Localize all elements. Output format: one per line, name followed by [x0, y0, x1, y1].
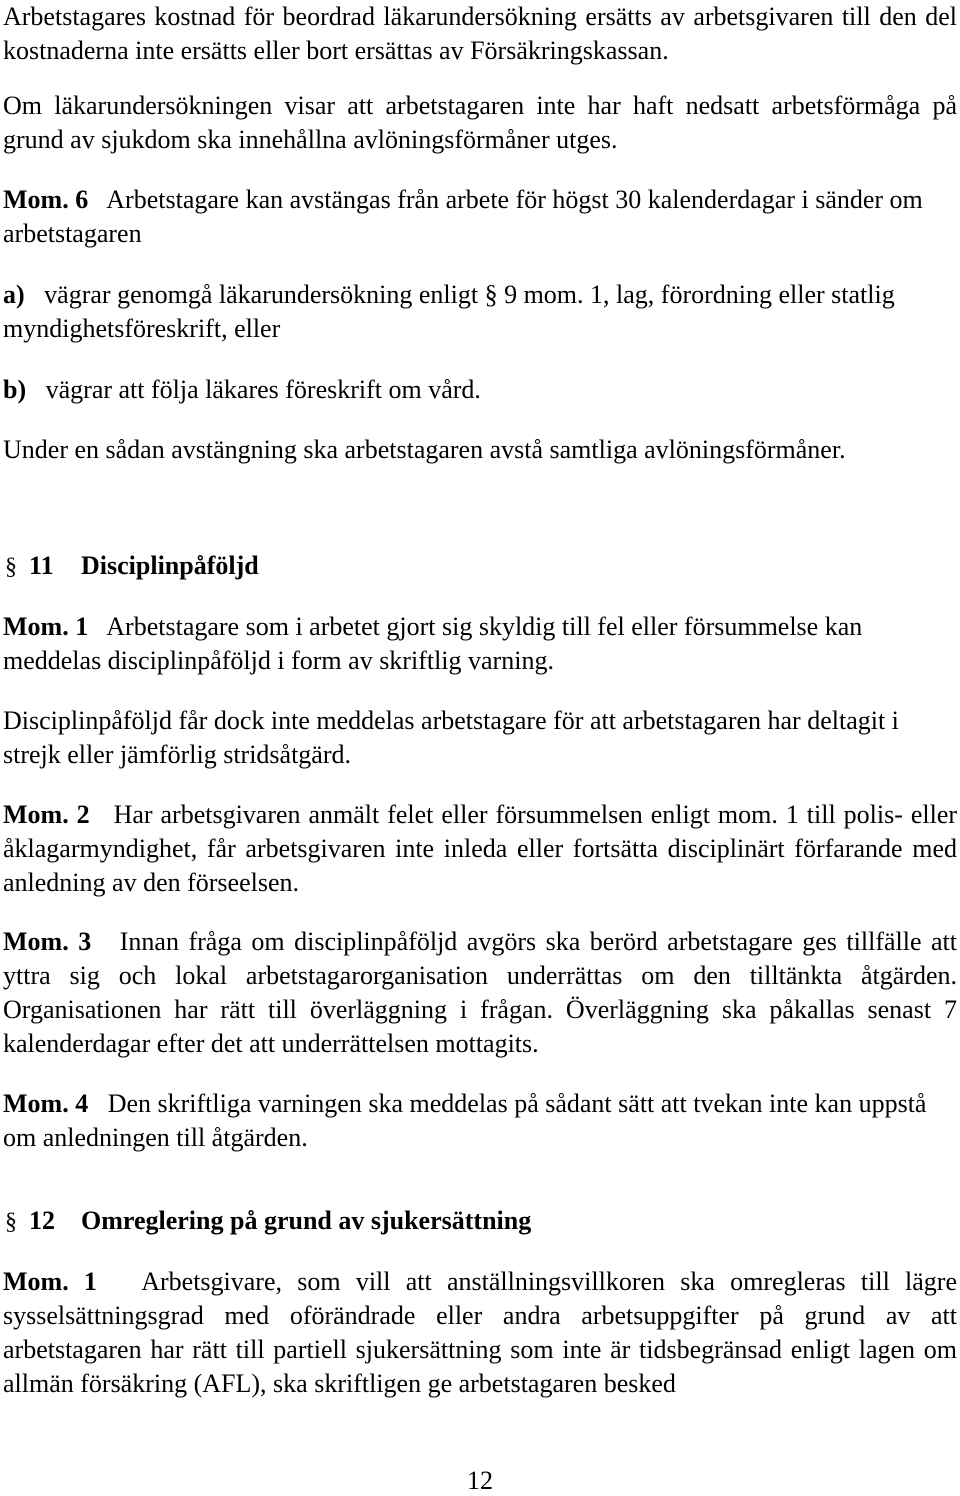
list-item-b [3, 373, 957, 407]
section-11-mom-1-label: Mom. 1 [3, 612, 89, 641]
section-11-mom-3-text: Innan fråga om disciplinpåföljd avgörs ska berörd arbetstagare ges tillfälle att yttra sig och lokal arbetstagarorganisation underrättas om den tilltänkta åtgärden. Organisationen har rätt till överläggning i frågan. Överläggning ska påkallas senast 7 kalenderdagar efter det att underrättelsen mottagits. [3, 927, 958, 1058]
paragraph-cost: Arbetstagares kostnad för beordrad läkarundersökning ersätts av arbetsgivaren till den del kostnaderna inte ersätts eller bort ersättas av Försäkringskassan. [3, 2, 957, 65]
page-number: 12 [467, 1466, 493, 1495]
list-item-a-text: vägrar genomgå läkarundersökning enligt § 9 mom. 1, lag, förordning eller statlig myndighetsföreskrift, eller [3, 280, 895, 343]
section-12-mom-1 [3, 1265, 957, 1401]
section-11-title: Disciplinpåföljd [81, 551, 259, 580]
section-11-number: 11 [29, 551, 54, 580]
mom-6-paragraph [3, 183, 957, 251]
section-11-mom-3 [3, 925, 957, 1061]
list-item-a-label: a) [3, 280, 25, 309]
paragraph-result: Om läkarundersökningen visar att arbetstagaren inte har haft nedsatt arbetsförmåga på grund av sjukdom ska innehållna avlöningsförmåner utges. [3, 91, 957, 154]
list-item-a [3, 278, 957, 346]
mom-6-text: Arbetstagare kan avstängas från arbete för högst 30 kalenderdagar i sänder om arbetstagaren [3, 185, 923, 248]
section-11-mom-4-label: Mom. 4 [3, 1089, 89, 1118]
section-11-mom-2 [3, 798, 957, 900]
strike-paragraph: Disciplinpåföljd får dock inte meddelas arbetstagare för att arbetstagaren har deltagit i strejk eller jämförlig stridsåtgärd. [3, 706, 899, 769]
suspension-paragraph: Under en sådan avstängning ska arbetstagaren avstå samtliga avlöningsförmåner. [3, 435, 846, 464]
section-12-number: 12 [29, 1206, 55, 1235]
section-12-mom-1-text: Arbetsgivare, som vill att anställningsvillkoren ska omregleras till lägre sysselsättningsgrad med oförändrade eller andra arbetsuppgifter på grund av att arbetstagaren har rätt till partiell sjukersättning som inte är tidsbegränsad enligt lagen om allmän försäkring (AFL), ska skriftligen ge arbetstagaren besked [3, 1267, 957, 1398]
list-item-b-label: b) [3, 375, 27, 404]
section-11-mom-1-text: Arbetstagare som i arbetet gjort sig skyldig till fel eller försummelse kan meddelas disciplinpåföljd i form av skriftlig varning. [3, 612, 863, 675]
section-symbol: § [5, 554, 17, 580]
mom-6-label: Mom. 6 [3, 185, 89, 214]
section-11-mom-2-label: Mom. 2 [3, 800, 90, 829]
list-item-b-text: vägrar att följa läkares föreskrift om vård. [45, 375, 481, 404]
section-symbol: § [5, 1209, 17, 1235]
section-11-mom-4 [3, 1087, 957, 1155]
section-12-mom-1-label: Mom. 1 [3, 1267, 97, 1296]
section-11-mom-3-label: Mom. 3 [3, 927, 92, 956]
section-12-title: Omreglering på grund av sjukersättning [81, 1206, 532, 1235]
section-11-heading [3, 549, 259, 584]
section-12-heading [3, 1204, 531, 1239]
section-11-mom-2-text: Har arbetsgivaren anmält felet eller försummelsen enligt mom. 1 till polis- eller åklagarmyndighet, får arbetsgivaren inte inleda eller fortsätta disciplinärt förfarande med anledning av den förseelsen. [3, 800, 958, 897]
section-11-mom-4-text: Den skriftliga varningen ska meddelas på sådant sätt att tvekan inte kan uppstå om anledningen till åtgärden. [3, 1089, 927, 1152]
section-11-mom-1 [3, 610, 957, 678]
